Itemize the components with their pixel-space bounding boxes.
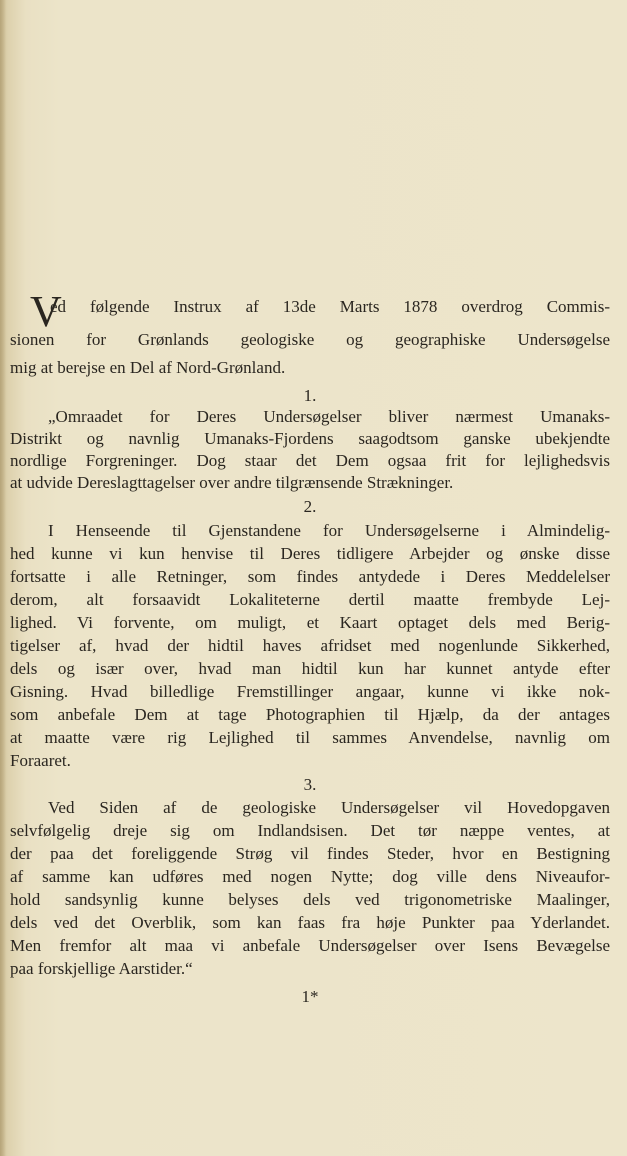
section-3-line: hold sandsynlig kunne belyses dels ved trigonometriske Maalinger, — [10, 890, 610, 909]
section-2-line: lighed. Vi forvente, om muligt, et Kaart optaget dels med Berig- — [10, 613, 610, 632]
section-1-line: Distrikt og navnlig Umanaks-Fjordens saagodtsom ganske ubekjendte — [10, 429, 610, 448]
intro-line-3: mig at berejse en Del af Nord-Grønland. — [10, 358, 286, 377]
section-3-line: selvfølgelig dreje sig om Indlandsisen. Det tør næppe ventes, at — [10, 821, 610, 840]
section-3-line: der paa det foreliggende Strøg vil findes Steder, hvor en Bestigning — [10, 844, 610, 863]
signature-mark: 1* — [301, 987, 319, 1006]
section-2-line: dels og især over, hvad man hidtil kun har kunnet antyde efter — [10, 659, 610, 678]
section-2-line: I Henseende til Gjenstandene for Undersøgelserne i Almindelig- — [48, 521, 610, 540]
section-number-1: 1. — [303, 386, 317, 405]
section-1-line: nordlige Forgreninger. Dog staar det Dem ogsaa frit for lejlighedsvis — [10, 451, 610, 470]
section-3-line: paa forskjellige Aarstider.“ — [10, 959, 193, 978]
section-1-line: at udvide Dereslagttagelser over andre tilgrænsende Strækninger. — [10, 473, 454, 492]
section-2-line: Gisning. Hvad billedlige Fremstillinger angaar, kunne vi ikke nok- — [10, 682, 610, 701]
section-2-line: hed kunne vi kun henvise til Deres tidligere Arbejder og ønske disse — [10, 544, 610, 563]
section-2-line: fortsatte i alle Retninger, som findes antydede i Deres Meddelelser — [10, 567, 610, 586]
section-3-line: af samme kan udføres med nogen Nytte; dog ville dens Niveaufor- — [10, 867, 610, 886]
section-2-line: Foraaret. — [10, 751, 71, 770]
intro-line-1: ed følgende Instrux af 13de Marts 1878 overdrog Commis- — [50, 297, 610, 316]
section-2-line: tigelser af, hvad der hidtil haves afridset med nogenlunde Sikkerhed, — [10, 636, 610, 655]
section-3-line: Ved Siden af de geologiske Undersøgelser vil Hovedopgaven — [48, 798, 610, 817]
page-edge-shadow — [0, 0, 6, 1156]
section-2-line: at maatte være rig Lejlighed til sammes Anvendelse, navnlig om — [10, 728, 610, 747]
section-2-line: derom, alt forsaavidt Lokaliteterne dertil maatte frembyde Lej- — [10, 590, 610, 609]
intro-line-2: sionen for Grønlands geologiske og geographiske Undersøgelse — [10, 330, 610, 349]
section-number-2: 2. — [303, 497, 317, 516]
section-1-line: „Omraadet for Deres Undersøgelser bliver nærmest Umanaks- — [48, 407, 610, 426]
drop-cap: V — [30, 287, 62, 336]
section-3-line: Men fremfor alt maa vi anbefale Undersøgelser over Isens Bevægelse — [10, 936, 610, 955]
section-2-line: som anbefale Dem at tage Photographien til Hjælp, da der antages — [10, 705, 610, 724]
section-3-line: dels ved det Overblik, som kan faas fra høje Punkter paa Yderlandet. — [10, 913, 610, 932]
section-number-3: 3. — [303, 775, 317, 794]
